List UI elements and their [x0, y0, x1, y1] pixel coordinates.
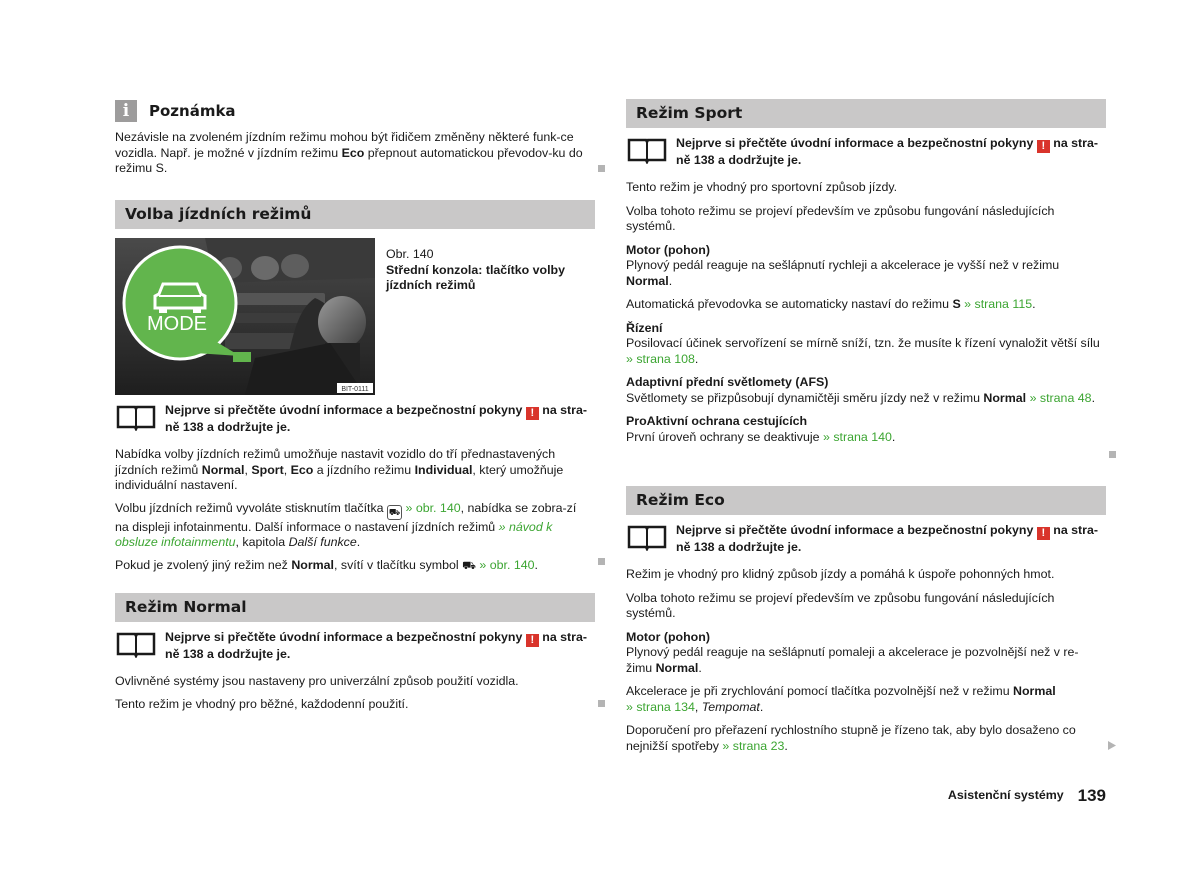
book-icon [115, 630, 157, 658]
warning-note: Nejprve si přečtěte úvodní informace a bezpečnostní pokyny ! na stra-ně 138 a dodržujte je. [626, 523, 1106, 557]
link-strana-48[interactable]: » strana 48 [1029, 390, 1092, 405]
link-obr-140-b[interactable]: » obr. 140 [479, 557, 535, 572]
warning-note: Nejprve si přečtěte úvodní informace a bezpečnostní pokyny ! na stra-ně 138 a dodržujte je. [626, 136, 1106, 170]
book-icon [115, 403, 157, 431]
mode-label: MODE [147, 313, 207, 335]
warning-icon: ! [526, 634, 539, 647]
eco-text: Režim je vhodný pro klidný způsob jízdy a pomáhá k úspoře pohonných hmot. Volba tohoto režimu se projeví především ve způsobu fungování následujících systémů. Motor (pohon) Plynový pedál reaguje na sešlápnutí pomaleji a akcelerace je pozvolnější než v re-žimu Normal. Akcelerace je při zrychlování pomocí tlačítka pozvolnější než v režimu Normal » strana 134, Tempomat. Doporučení pro přeřazení rychlostního stupně je řízeno tak, aby bylo dosaženo co nejnižší spotřeby » strana 23. [626, 567, 1079, 753]
page-number: 139 [1077, 786, 1106, 805]
page-footer [948, 786, 1106, 806]
section-heading-normal: Režim Normal [115, 593, 595, 622]
note-text: Nezávisle na zvoleném jízdním režimu mohou být řidičem změněny některé funk-ce vozidla. Např. je možné v jízdním režimu Eco přepnout automatickou převodov-ku do režimu S. [115, 130, 583, 175]
figure-mode-console [115, 238, 375, 395]
normal-text: Ovlivněné systémy jsou nastaveny pro univerzální způsob použití vozidla. Tento režim je vhodný pro běžné, každodenní použití. [115, 674, 519, 711]
book-icon [626, 523, 668, 551]
figure-caption [386, 247, 596, 294]
section-heading-sport: Režim Sport [626, 99, 1106, 128]
section-heading-volba: Volba jízdních režimů [115, 200, 595, 229]
section-end-marker [598, 700, 605, 707]
link-navod-infotainment[interactable]: » návod k obsluze infotainmentu [115, 519, 553, 549]
link-obr-140[interactable]: » obr. 140 [405, 500, 461, 515]
section-end-marker [1109, 451, 1116, 458]
mode-button-icon: ⛟ [387, 505, 402, 520]
info-icon: i [115, 100, 137, 122]
figure-caption-title: Střední konzola: tlačítko volby jízdních režimů [386, 262, 566, 292]
volba-text: Nabídka volby jízdních režimů umožňuje nastavit vozidlo do tří přednastavených jízdních režimů Normal, Sport, Eco a jízdního režimu Individual, který umožňuje individuální nastavení. Volbu jízdních režimů vyvoláte stisknutím tlačítka ⛟ » obr. 140, nabídka se zobra-zí na displeji infotainmentu. Další informace o nastavení jízdních režimů » návod k obsluze infotainmentu, kapitola Další funkce. Pokud je zvolený jiný režim než Normal, svítí v tlačítku symbol ⛟ » obr. 140. [115, 447, 577, 572]
note-title: Poznámka [149, 102, 236, 120]
warning-icon: ! [1037, 140, 1050, 153]
footer-section-title: Asistenční systémy [947, 788, 1064, 802]
figure-code: BIT-0111 [341, 386, 369, 393]
link-strana-108[interactable]: » strana 108 [626, 351, 695, 366]
link-strana-140[interactable]: » strana 140 [822, 429, 892, 444]
link-strana-134[interactable]: » strana 134 [626, 699, 695, 714]
sport-text: Tento režim je vhodný pro sportovní způsob jízdy. Volba tohoto režimu se projeví především ve způsobu fungování následujících systémů. Motor (pohon) Plynový pedál reaguje na sešlápnutí rychleji a akcelerace je vyšší než v režimu Normal. Automatická převodovka se automaticky nastaví do režimu S » strana 115. Řízení Posilovací účinek servořízení se mírně sníží, tzn. že musíte k řízení vynaložit větší sílu » strana 108. Adaptivní přední světlomety (AFS) Světlomety se přizpůsobují dynamičtěji směru jízdy než v režimu Normal » strana 48. ProAktivní ochrana cestujících První úroveň ochrany se deaktivuje » strana 140. [626, 180, 1100, 444]
warning-note: Nejprve si přečtěte úvodní informace a bezpečnostní pokyny ! na stra-ně 138 a dodržujte je. [115, 630, 595, 664]
warning-icon: ! [1037, 527, 1050, 540]
mode-symbol-icon: ⛟ [462, 559, 476, 572]
section-end-marker [598, 165, 605, 172]
section-heading-eco: Režim Eco [626, 486, 1106, 515]
console-illustration [115, 238, 375, 395]
link-strana-23[interactable]: » strana 23 [722, 738, 785, 753]
section-end-marker [598, 558, 605, 565]
link-strana-115[interactable]: » strana 115 [964, 297, 1033, 311]
continue-arrow-icon [1108, 741, 1116, 750]
warning-note: Nejprve si přečtěte úvodní informace a bezpečnostní pokyny ! na stra-ně 138 a dodržujte je. [115, 403, 595, 437]
book-icon [626, 136, 668, 164]
figure-number: Obr. 140 [386, 247, 434, 261]
warning-icon: ! [526, 407, 539, 420]
